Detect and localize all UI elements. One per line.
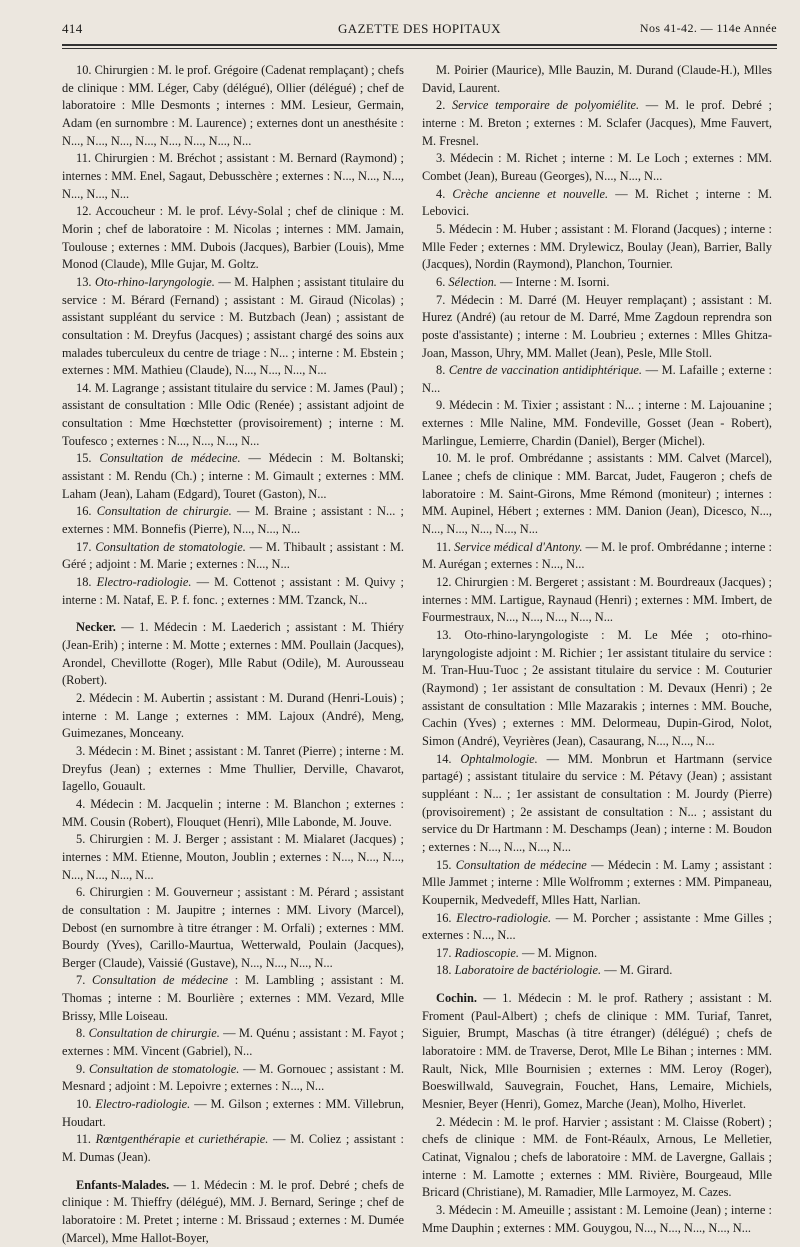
paragraph [62, 831, 404, 884]
paragraph-text: 8. [76, 1026, 89, 1041]
paragraph-text: 7. [76, 973, 93, 988]
paragraph [422, 62, 772, 97]
paragraph-text: — M. Halphen ; assistant titulaire du service : M. Bérard (Fernand) ; assistant : M. Giraud (Nicolas) ; assistant suppléant du service : M. Butzbach (Jean) ; assistant de consultation : M. Dreyfus (Jacques) ; assistant chargé des soins aux malades tuberculeux du centre de triage : N... ; interne : M. Ebstein ; externes : MM. Mathieu (Claude), N..., N..., N..., N... [62, 274, 404, 378]
service-name: Rœntgenthérapie et curiethérapie. [95, 1132, 269, 1147]
paragraph-text: 15. [76, 451, 100, 466]
paragraph-text: 3. Médecin : M. Richet ; interne : M. Le Loch ; externes : MM. Combet (Jean), Bureau (Georges), N..., N..., N... [422, 151, 772, 183]
paragraph-text: 4. Médecin : M. Jacquelin ; interne : M. Blanchon ; externes : MM. Cousin (Robert), Flouquet (Henri), Mlle Labonde, M. Jouve. [62, 796, 404, 829]
paragraph-text: 16. [436, 910, 457, 925]
service-name: Consultation de médecine [92, 973, 229, 988]
paragraph-text: 17. [436, 945, 455, 960]
paragraph-text: 3. Médecin : M. Ameuille ; assistant : M. Lemoine (Jean) ; interne : Mme Dauphin ; externes : MM. Gouygou, N..., N..., N..., N..., N... [422, 1203, 772, 1235]
header-rule-thin [62, 48, 777, 49]
paragraph [422, 945, 772, 963]
right-column [422, 62, 772, 1237]
service-name: Consultation de médecine. [99, 451, 241, 466]
paragraph-text: 10. Chirurgien : M. le prof. Grégoire (Cadenat remplaçant) ; chefs de clinique : MM. Léger, Caby (délégué), Ollier (délégué) ; chef de laboratoire : Mlle Desmonts ; internes : MM. Lesieur, Germain, Adam (en surnombre : M. Laurence) ; externes dont un anesthésite : N..., N..., N..., N..., N..., N..., N..., N... [62, 63, 404, 148]
paragraph-text: — M. Thibault ; assistant : M. Géré ; adjoint : M. Marie ; externes : N..., N... [62, 539, 404, 572]
paragraph-text: 17. [76, 539, 96, 554]
paragraph [62, 574, 404, 609]
service-name: Consultation de chirurgie. [96, 504, 232, 519]
service-name: Electro-radiologie. [456, 910, 552, 925]
paragraph-text: 18. [436, 963, 455, 978]
service-name: Consultation de médecine [455, 857, 587, 872]
paragraph [62, 972, 404, 1025]
paragraph-text: 6. Chirurgien : M. Gouverneur ; assistant : M. Pérard ; assistant de consultation : M. Jaupitre ; internes : MM. Livory (Marcel), Debost (en surnombre à titre étranger : M. Orfali) ; externes : MM. Bourdy (Yves), Carillo-Maurtua, Wetterwald, Poulain (Jacques), Berger (Claude), Vaissié (Gustave), N..., N..., N..., N... [62, 885, 404, 970]
paragraph-text: 13. [76, 274, 95, 289]
paragraph [62, 1096, 404, 1131]
service-name: Crèche ancienne et nouvelle. [452, 186, 609, 201]
running-header [62, 18, 777, 40]
paragraph-text: — 1. Médecin : M. Laederich ; assistant : M. Thiéry (Jean-Erih) ; interne : M. Motte ; externes : MM. Poullain (Jacques), Arondel, Chevillotte (Roger), Mlle Rabut (Odile), M. Aurousseau (Robert). [62, 620, 404, 688]
service-name: Service médical d'Antony. [454, 539, 583, 554]
paragraph [62, 450, 404, 503]
paragraph-text: — M. Coliez ; assistant : M. Dumas (Jean). [62, 1132, 404, 1165]
paragraph-text: 9. Médecin : M. Tixier ; assistant : N... ; interne : M. Lajouanine ; externes : Mlle Naline, MM. Fondeville, Gosset (Jean - Robert), Marlingue, Lemierre, Chardin (Daniel), Berger (Michel). [422, 398, 772, 448]
paragraph-text: — M. Cottenot ; assistant : M. Quivy ; interne : M. Nataf, E. P. f. fonc. ; externes : MM. Tzanck, N... [62, 575, 404, 607]
paragraph-text: 6. [436, 274, 449, 289]
hospital-name: Enfants-Malades. [76, 1177, 170, 1192]
paragraph-text: 12. Chirurgien : M. Bergeret ; assistant : M. Bourdreaux (Jacques) ; internes : MM. Lartigue, Raynaud (Henri) ; externes : MM. Imbert, de Fourmestraux, N..., N..., N..., N..., N... [422, 575, 772, 625]
paragraph-text: 14. M. Lagrange ; assistant titulaire du service : M. James (Paul) ; assistant de consultation : Mlle Odic (Renée) ; assistant adjoint de consultation : Mme Hœchstetter (provisoirement) ; interne : M. Toufesco ; externes : N..., N..., N..., N... [62, 380, 404, 448]
paragraph [422, 397, 772, 450]
paragraph-text: 2. Médecin : M. le prof. Harvier ; assistant : M. Claisse (Robert) ; chefs de clinique : MM. de Font-Réaulx, Arnous, Le Melletier, Catinat, Vignalou ; chefs de laboratoire : MM. de Lavergne, Gallais ; interne : M. Lamotte ; externes : MM. Rivière, Bourgeaud, Mlle Bricard (Christiane), M. Ramadier, Mlle Larmoyez, M. Cazes. [422, 1114, 772, 1200]
paragraph [422, 274, 772, 292]
paragraph-text: 3. Médecin : M. Binet ; assistant : M. Tanret (Pierre) ; interne : M. Dreyfus (Jean) ; externes : Mme Thullier, Derville, Chavarot, Iagello, Gouault. [62, 743, 404, 794]
paragraph-text: — M. Quénu ; assistant : M. Fayot ; externes : MM. Vincent (Gabriel), N... [62, 1026, 405, 1059]
paragraph [62, 796, 404, 831]
paragraph [422, 539, 772, 574]
paragraph-text: 10. [76, 1097, 96, 1112]
journal-title: GAZETTE DES HOPITAUX [338, 21, 501, 36]
paragraph-text: — MM. Monbrun et Hartmann (service partagé) ; assistant titulaire du service : M. Pétavy (Jean) ; assistant suppléant : N... ; 1er assistant de consultation : M. Jourdy (Pierre) (provisoirement) ; 2e assistant de consultation : N... ; assistant du service du Dr Hartmann : M. Deschamps (Jean) ; interne : M. Boudon ; externes : N..., N..., N..., N... [422, 751, 772, 854]
paragraph-text: 7. Médecin : M. Darré (M. Heuyer remplaçant) ; assistant : M. Hurez (André) (au retour de M. Darré, Mme Zagdoun reprendra son poste d'assistante) ; interne : M. Loubrieu ; externes : Mlles Ghitza-Joan, Masson, Uhry, MM. Mallet (Jean), Pesle, Mlle Stoll. [422, 292, 772, 360]
paragraph [422, 751, 772, 857]
paragraph [62, 150, 404, 203]
paragraph [62, 539, 404, 574]
paragraph [422, 1202, 772, 1237]
paragraph-text: 14. [436, 751, 461, 766]
paragraph-text: — 1. Médecin : M. le prof. Rathery ; assistant : M. Froment (Paul-Albert) ; chefs de clinique : MM. Turiaf, Tanret, Siguier, Brumpt, Maschas (à titre étranger) (délégué) ; chefs de laboratoire : MM. de Traverse, Derot, Mlle Le Bihan ; internes : MM. Rault, Nick, Mlle Bournisien ; externes : MM. Leroy (Roger), Boeswillwald, Sauvegrain, Fouchet, Hans, Lemaire, Michiels, Mesnier, Beyer (Henri), Gomez, Marche (Jean), Molho, Hiverlet. [422, 991, 772, 1112]
paragraph [62, 1177, 404, 1247]
paragraph-text: — M. Gornouec ; assistant : M. Mesnard ; adjoint : M. Lepoivre ; externes : N..., N... [62, 1061, 404, 1094]
paragraph [62, 743, 404, 796]
paragraph-text: — M. Richet ; interne : M. Lebovici. [422, 186, 773, 219]
paragraph-text: : M. Lambling ; assistant : M. Thomas ; interne : M. Bourlière ; externes : MM. Vezard, Mlle Brissy, Mlle Loiseau. [62, 973, 405, 1023]
paragraph-text: — Médecin : M. Lamy ; assistant : Mlle Jammet ; interne : Mlle Wolfromm ; externes : MM. Pimpaneau, Koupernik, Medvedeff, Mlles Hatt, Narlian. [422, 857, 773, 907]
paragraph [62, 884, 404, 972]
paragraph [62, 690, 404, 743]
service-name: Electro-radiologie. [96, 575, 192, 590]
paragraph-text: — M. Gilson ; externes : MM. Villebrun, Houdart. [62, 1097, 404, 1129]
paragraph-text: — M. le prof. Debré ; interne : M. Breton ; externes : M. Sclafer (Jacques), Mme Fauvert, M. Fresnel. [422, 98, 772, 148]
paragraph [422, 97, 772, 150]
paragraph [422, 857, 772, 910]
page-number: 414 [62, 21, 83, 36]
paragraph-text: 11. Chirurgien : M. Bréchot ; assistant : M. Bernard (Raymond) ; internes : MM. Enel, Sagaut, Debusschère ; externes : N..., N..., N..., N..., N..., N... [62, 151, 404, 201]
paragraph-text: — M. le prof. Ombrédanne ; interne : M. Aurégan ; externes : N..., N... [422, 539, 773, 572]
paragraph-text: 2. Médecin : M. Aubertin ; assistant : M. Durand (Henri-Louis) ; interne : M. Lange ; externes : MM. Lajoux (André), Meng, Guimezanes, Monceany. [62, 690, 404, 741]
paragraph-text: 18. [76, 575, 97, 590]
paragraph-text: 4. [436, 186, 453, 201]
paragraph [62, 503, 404, 538]
paragraph-text: 16. [76, 504, 97, 519]
paragraph [422, 574, 772, 627]
service-name: Ophtalmologie. [460, 751, 538, 766]
paragraph [422, 1114, 772, 1202]
header-rule [62, 44, 777, 46]
paragraph-text: 13. Oto-rhino-laryngologiste : M. Le Mée ; oto-rhino-laryngologiste adjoint : M. Richier ; 1er assistant titulaire du service : M. Tran-Huu-Tuoc ; 2e assistant titulaire du service : M. Couturier (Raymond) ; 1er assistant de consultation : M. Devaux (Henri) ; 2e assistant de consultation : Mlle Mazarakis ; internes : MM. Bouche, Cachin (Yves) ; externes : MM. Delormeau, Dupin-Girod, Nolot, Simon (André), Veyrières (Jean), Casaurang, N..., N..., N... [422, 628, 772, 748]
paragraph [422, 362, 772, 397]
hospital-name: Necker. [76, 620, 116, 635]
paragraph-text: 11. [436, 539, 455, 554]
paragraph-text: 11. [76, 1132, 96, 1147]
paragraph-text: — M. Porcher ; assistante : Mme Gilles ; externes : N..., N... [422, 910, 772, 943]
paragraph-text: — Interne : M. Isorni. [496, 274, 610, 289]
paragraph [62, 1131, 404, 1166]
issue-info: Nos 41-42. — 114e Année [639, 21, 777, 35]
service-name: Consultation de chirurgie. [88, 1026, 220, 1041]
paragraph-text: — Médecin : M. Boltanski; assistant : M. Rendu (Ch.) ; interne : M. Gimault ; externes : MM. Laham (Jean), Laham (Edgard), Touret (Gaston), N... [62, 451, 404, 501]
service-name: Laboratoire de bactériologie. [454, 963, 602, 978]
paragraph-text: 9. [76, 1061, 90, 1076]
paragraph [62, 203, 404, 274]
paragraph-text: 12. Accoucheur : M. le prof. Lévy-Solal ; chef de clinique : M. Morin ; chef de laboratoire : M. Nicolas ; internes : MM. Jamain, Toulouse ; externes : MM. Dubois (Jacques), Barbier (Louis), Mme Monod (Claude), Mlle Gujar, M. Goltz. [62, 204, 404, 272]
paragraph [422, 292, 772, 363]
paragraph-text: — M. Lafaille ; externe : N... [422, 363, 772, 395]
paragraph [62, 1061, 404, 1096]
paragraph-text: 10. M. le prof. Ombrédanne ; assistants : MM. Calvet (Marcel), Lanee ; chefs de clinique : MM. Barcat, Judet, Faugeron ; chefs de laboratoire : M. Saint-Girons, Mme Rémond (moniteur) ; internes : MM. Aupinel, Hébert ; externes : MM. Danion (Jean), Dicesco, N..., N..., N..., N..., N..., N... [422, 451, 772, 537]
paragraph [62, 274, 404, 380]
paragraph [422, 186, 772, 221]
paragraph [422, 450, 772, 538]
left-column [62, 62, 404, 1247]
paragraph-text: — M. Girard. [601, 963, 673, 978]
service-name: Centre de vaccination antidiphtérique. [448, 363, 642, 378]
paragraph-text: — 1. Médecin : M. le prof. Debré ; chefs de clinique : M. Thieffry (délégué), MM. J. Bernard, Seringe ; chef de laboratoire : M. Pretet ; interne : M. Brissaud ; externes : M. Dumée (Marcel), Mme Hallot-Boyer, [62, 1177, 404, 1245]
service-name: Consultation de stomatologie. [89, 1061, 240, 1076]
paragraph [422, 627, 772, 751]
paragraph-text: 8. [436, 363, 449, 378]
hospital-name: Cochin. [436, 991, 477, 1006]
paragraph-text: — M. Braine ; assistant : N... ; externes : MM. Bonnefis (Pierre), N..., N..., N... [62, 504, 405, 537]
paragraph [62, 62, 404, 150]
service-name: Consultation de stomatologie. [95, 539, 246, 554]
paragraph [62, 1025, 404, 1060]
paragraph-text: 15. [436, 857, 456, 872]
paragraph-text: — M. Mignon. [518, 945, 598, 960]
service-name: Oto-rhino-laryngologie. [94, 274, 215, 289]
paragraph-text: 5. Médecin : M. Huber ; assistant : M. Florand (Jacques) ; interne : Mlle Feder ; externes : MM. Drylewicz, Boulay (Jean), Barrier, Bally (Jacques), Nordin (Raymond), Planchon, Tournier. [422, 221, 772, 272]
paragraph-text: M. Poirier (Maurice), Mlle Bauzin, M. Durand (Claude-H.), Mlles David, Laurent. [422, 63, 772, 95]
paragraph [422, 962, 772, 980]
paragraph [422, 150, 772, 185]
paragraph [62, 619, 404, 690]
service-name: Service temporaire de polyomiélite. [451, 98, 640, 113]
service-name: Radioscopie. [454, 945, 519, 960]
paragraph [422, 990, 772, 1114]
paragraph [422, 910, 772, 945]
paragraph-text: 5. Chirurgien : M. J. Berger ; assistant : M. Mialaret (Jacques) ; internes : MM. Etienne, Mouton, Joublin ; externes : N..., N..., N..., N..., N..., N..., N... [62, 832, 404, 882]
paragraph [62, 380, 404, 451]
paragraph-text: 2. [436, 98, 452, 113]
service-name: Sélection. [448, 274, 497, 289]
paragraph [422, 221, 772, 274]
service-name: Electro-radiologie. [95, 1097, 191, 1112]
